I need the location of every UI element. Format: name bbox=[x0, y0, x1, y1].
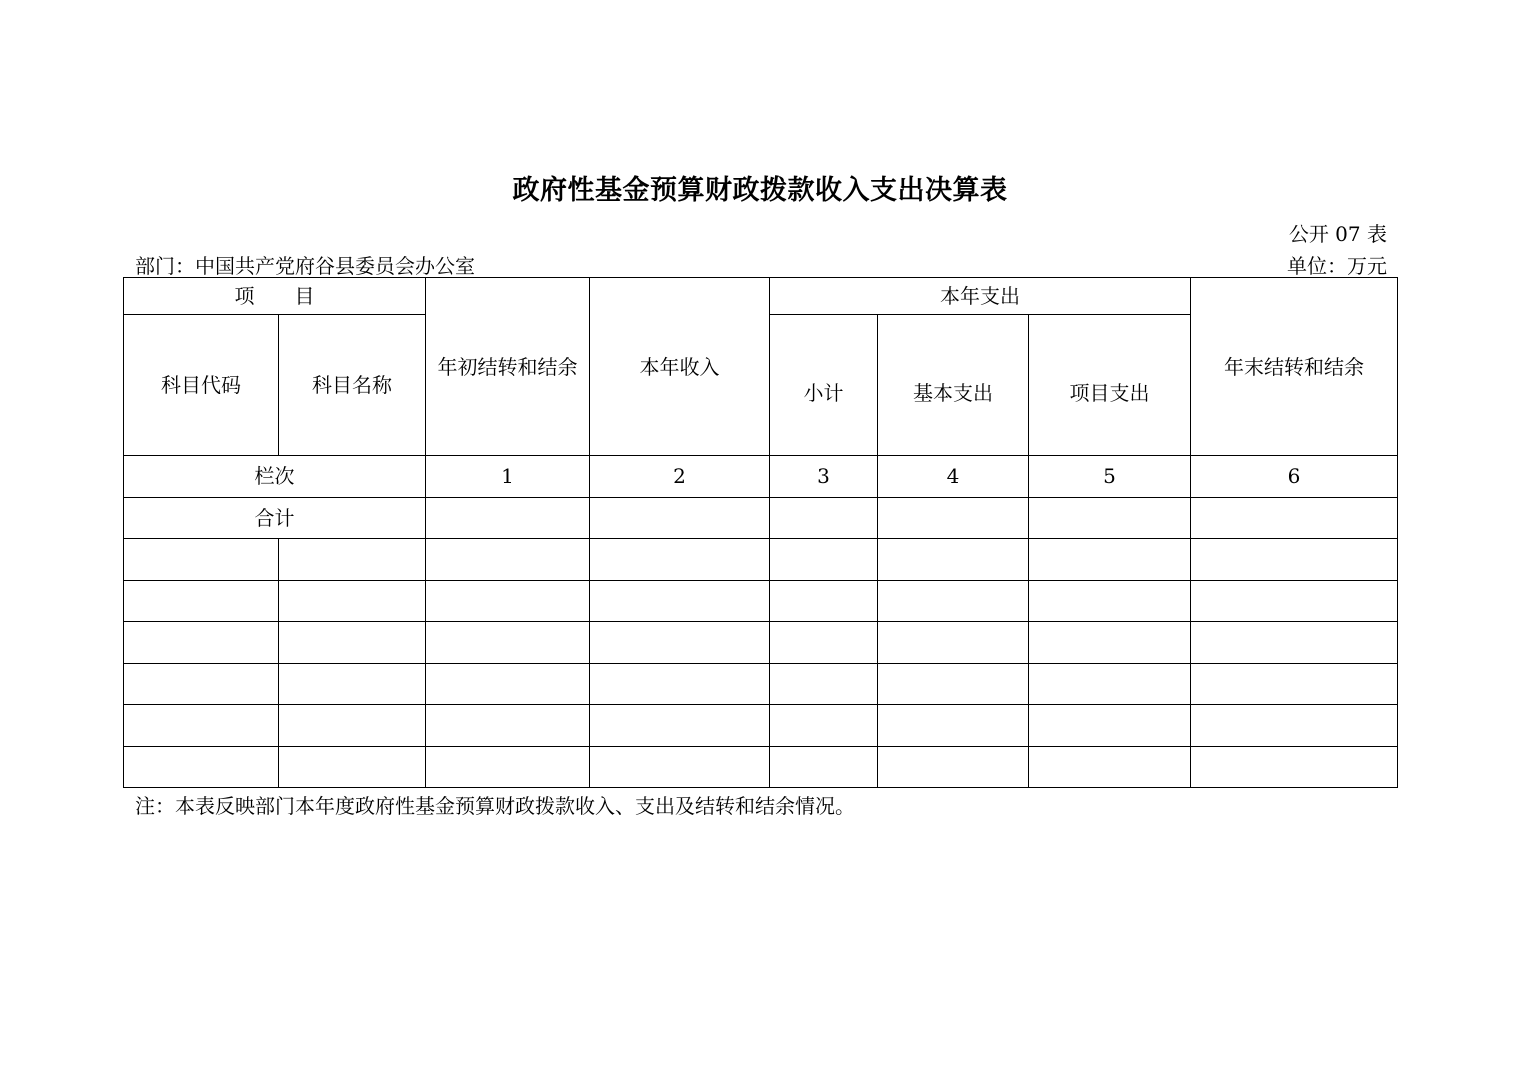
table-cell bbox=[1191, 539, 1398, 581]
table-cell bbox=[426, 580, 590, 622]
table-cell bbox=[1191, 580, 1398, 622]
header-expense: 本年支出 bbox=[770, 278, 1191, 315]
table-cell bbox=[279, 622, 426, 664]
table-cell bbox=[770, 580, 878, 622]
form-number: 公开 07 表 bbox=[1288, 222, 1387, 246]
index-cell: 5 bbox=[1029, 456, 1191, 498]
header-item: 项 目 bbox=[124, 278, 426, 315]
page-title: 政府性基金预算财政拨款收入支出决算表 bbox=[512, 175, 1008, 206]
table-cell bbox=[878, 539, 1029, 581]
table-cell bbox=[279, 705, 426, 747]
index-cell: 4 bbox=[878, 456, 1029, 498]
table-cell bbox=[279, 663, 426, 705]
index-cell: 3 bbox=[770, 456, 878, 498]
table-row bbox=[124, 663, 1398, 705]
table-cell bbox=[1191, 622, 1398, 664]
table-cell bbox=[770, 705, 878, 747]
budget-table bbox=[123, 277, 1398, 788]
table-cell bbox=[590, 622, 770, 664]
table-row bbox=[124, 622, 1398, 664]
table-row bbox=[124, 705, 1398, 747]
table-cell bbox=[124, 746, 279, 788]
header-begin-balance: 年初结转和结余 bbox=[426, 278, 590, 456]
table-cell bbox=[770, 746, 878, 788]
table-cell bbox=[1191, 746, 1398, 788]
table-cell bbox=[1029, 746, 1191, 788]
index-row bbox=[124, 456, 1398, 498]
index-label: 栏次 bbox=[124, 456, 426, 498]
table-cell bbox=[590, 497, 770, 539]
table-cell bbox=[279, 539, 426, 581]
table-row bbox=[124, 746, 1398, 788]
table-row bbox=[124, 580, 1398, 622]
table-cell bbox=[124, 622, 279, 664]
table-cell bbox=[426, 705, 590, 747]
table-cell bbox=[1191, 663, 1398, 705]
index-cell: 2 bbox=[590, 456, 770, 498]
index-cell: 6 bbox=[1191, 456, 1398, 498]
table-cell bbox=[124, 539, 279, 581]
table-cell bbox=[770, 539, 878, 581]
table-cell bbox=[590, 580, 770, 622]
table-cell bbox=[590, 705, 770, 747]
table-cell bbox=[1029, 539, 1191, 581]
table-cell bbox=[426, 663, 590, 705]
index-cell: 1 bbox=[426, 456, 590, 498]
table-cell bbox=[590, 663, 770, 705]
table-row bbox=[124, 539, 1398, 581]
header-end-balance: 年末结转和结余 bbox=[1191, 278, 1398, 456]
unit-label: 单位：万元 bbox=[1287, 254, 1387, 278]
table-cell bbox=[770, 497, 878, 539]
table-cell bbox=[1191, 705, 1398, 747]
table-cell bbox=[590, 746, 770, 788]
department-label: 部门：中国共产党府谷县委员会办公室 bbox=[135, 254, 475, 278]
table-cell bbox=[124, 663, 279, 705]
table-cell bbox=[1029, 705, 1191, 747]
table-cell bbox=[279, 746, 426, 788]
table-cell bbox=[770, 622, 878, 664]
footnote: 注：本表反映部门本年度政府性基金预算财政拨款收入、支出及结转和结余情况。 bbox=[135, 794, 855, 818]
table-cell bbox=[426, 622, 590, 664]
table-cell bbox=[426, 746, 590, 788]
table-cell bbox=[878, 663, 1029, 705]
table-cell bbox=[770, 663, 878, 705]
table-cell bbox=[426, 497, 590, 539]
header-project: 项目支出 bbox=[1029, 315, 1191, 456]
table-cell bbox=[878, 705, 1029, 747]
table-cell bbox=[878, 580, 1029, 622]
table-cell bbox=[1191, 497, 1398, 539]
table-cell bbox=[426, 539, 590, 581]
table-cell bbox=[124, 705, 279, 747]
header-income: 本年收入 bbox=[590, 278, 770, 456]
total-row bbox=[124, 497, 1398, 539]
table-cell bbox=[1029, 580, 1191, 622]
header-basic: 基本支出 bbox=[878, 315, 1029, 456]
table-cell bbox=[1029, 663, 1191, 705]
table-cell bbox=[124, 580, 279, 622]
table-cell bbox=[279, 580, 426, 622]
total-label: 合计 bbox=[124, 497, 426, 539]
table-cell bbox=[878, 497, 1029, 539]
table-cell bbox=[878, 622, 1029, 664]
table-cell bbox=[1029, 497, 1191, 539]
table-cell bbox=[590, 539, 770, 581]
table-cell bbox=[878, 746, 1029, 788]
table-cell bbox=[1029, 622, 1191, 664]
header-subtotal: 小计 bbox=[770, 315, 878, 456]
header-code: 科目代码 bbox=[124, 315, 279, 456]
header-name: 科目名称 bbox=[279, 315, 426, 456]
